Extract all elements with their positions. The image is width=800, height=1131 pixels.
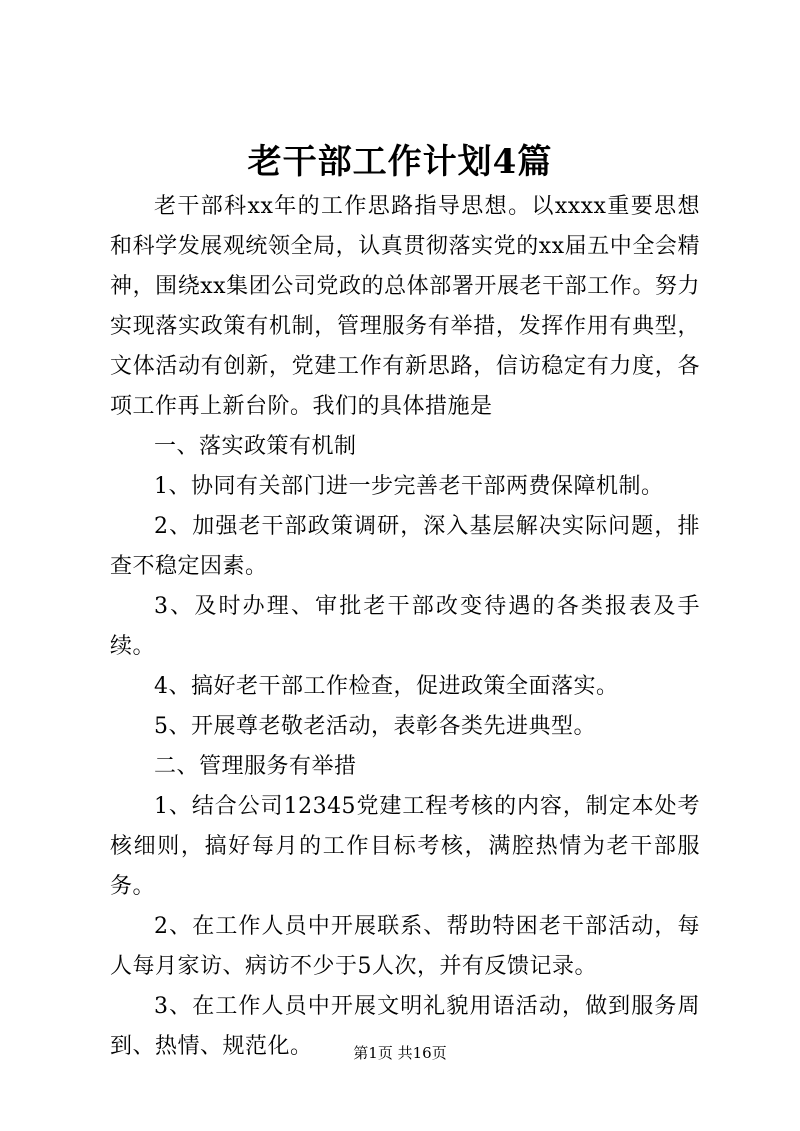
paragraph-item: 1、结合公司12345党建工程考核的内容，制定本处考核细则，搞好每月的工作目标考核，满腔热情为老干部服务。: [110, 794, 700, 899]
paragraph-item: 5、开展尊老敬老活动，表彰各类先进典型。: [154, 714, 596, 739]
paragraph-item: 4、搞好老干部工作检查，促进政策全面落实。: [154, 674, 619, 699]
paragraph-item: 3、及时办理、审批老干部改变待遇的各类报表及手续。: [110, 594, 700, 659]
paragraph-item: 2、在工作人员中开展联系、帮助特困老干部活动，每人每月家访、病访不少于5人次，并有反馈记录。: [110, 914, 700, 979]
section-heading-2: 二、管理服务有举措: [154, 754, 357, 779]
paragraph-item: 2、加强老干部政策调研，深入基层解决实际问题，排查不稳定因素。: [110, 514, 700, 579]
document-title: 老干部工作计划4篇: [247, 142, 553, 182]
document-body: [110, 187, 700, 1067]
paragraph-item: 3、在工作人员中开展文明礼貌用语活动，做到服务周到、热情、规范化。: [110, 994, 700, 1059]
paragraph-item: 1、协同有关部门进一步完善老干部两费保障机制。: [154, 474, 664, 499]
paragraph-intro: 老干部科xx年的工作思路指导思想。以xxxx重要思想和科学发展观统领全局，认真贯彻落实党的xx届五中全会精神，围绕xx集团公司党政的总体部署开展老干部工作。努力实现落实政策有机制，管理服务有举措，发挥作用有典型，文体活动有创新，党建工作有新思路，信访稳定有力度，各项工作再上新台阶。我们的具体措施是: [110, 194, 700, 419]
page-footer: 第1页 共16页: [353, 1044, 447, 1062]
section-heading-1: 一、落实政策有机制: [154, 434, 357, 459]
